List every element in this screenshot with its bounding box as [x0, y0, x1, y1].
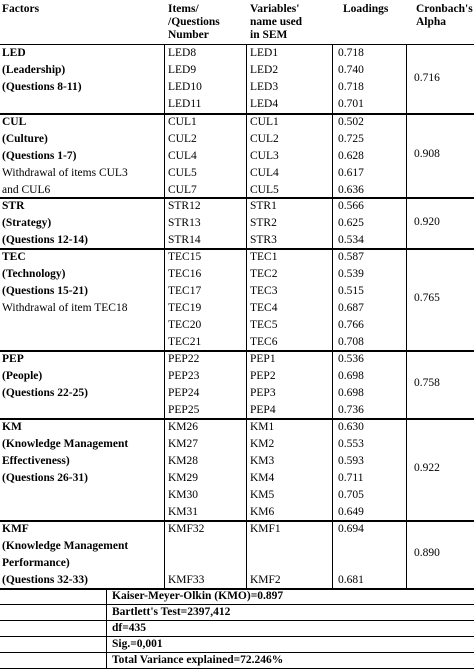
loading-value: 0.536 — [338, 353, 364, 365]
column-divider — [164, 44, 165, 588]
loading-value: 0.740 — [338, 64, 364, 76]
variable-name: LED4 — [250, 98, 279, 110]
loading-value: 0.628 — [338, 150, 364, 162]
loading-value: 0.725 — [338, 133, 364, 145]
variable-name: PEP4 — [250, 404, 276, 416]
item-number: KM29 — [168, 472, 199, 484]
variable-name: PEP2 — [250, 370, 276, 382]
loading-value: 0.630 — [338, 421, 364, 433]
alpha-value: 0.920 — [414, 216, 440, 228]
factor-label-text: (Knowledge Management — [2, 540, 129, 552]
variable-name: KM4 — [250, 472, 275, 484]
alpha-value: 0.716 — [414, 72, 440, 84]
factor-label-text: PEP — [2, 353, 24, 365]
factor-label — [2, 555, 70, 572]
column-divider — [246, 44, 247, 588]
variable-name: CUL1 — [250, 116, 279, 128]
item-number: KM31 — [168, 506, 199, 518]
loading-value: 0.694 — [338, 523, 364, 535]
item-number: KMF32 — [168, 523, 205, 535]
variable-name: CUL2 — [250, 133, 279, 145]
header-items: Items/ /Questions Number — [168, 3, 220, 41]
variable-name: TEC1 — [250, 251, 278, 263]
factor-note: and CUL6 — [2, 184, 51, 196]
factor-label-text: KMF — [2, 523, 29, 535]
item-number: CUL5 — [168, 167, 197, 179]
variable-name: TEC6 — [250, 336, 278, 348]
loading-value: 0.534 — [338, 234, 364, 246]
summary-statistic: Sig.=0,001 — [112, 638, 163, 650]
loading-value: 0.681 — [338, 574, 364, 586]
variable-name: TEC5 — [250, 319, 278, 331]
item-number: PEP23 — [168, 370, 200, 382]
factor-label-text: (Strategy) — [2, 217, 52, 229]
loading-value: 0.636 — [338, 184, 364, 196]
loading-value: 0.539 — [338, 268, 364, 280]
column-divider — [332, 44, 333, 588]
summary-rule — [0, 636, 474, 637]
factor-label — [2, 283, 88, 300]
alpha-value: 0.758 — [414, 377, 440, 389]
variable-name: TEC2 — [250, 268, 278, 280]
factor-label — [2, 385, 88, 402]
group-rule — [0, 248, 474, 250]
loading-value: 0.708 — [338, 336, 364, 348]
variable-name: TEC3 — [250, 285, 278, 297]
factor-note: Withdrawal of item TEC18 — [2, 302, 128, 314]
factor-label-text: TEC — [2, 251, 26, 263]
factor-label — [2, 198, 24, 215]
factor-label — [2, 453, 70, 470]
factor-label-text: (Knowledge Management — [2, 438, 129, 450]
item-number: TEC21 — [168, 336, 202, 348]
item-number: LED10 — [168, 81, 202, 93]
loading-value: 0.698 — [338, 387, 364, 399]
variable-name: LED2 — [250, 64, 279, 76]
variable-name: KM3 — [250, 455, 275, 467]
loading-value: 0.718 — [338, 47, 364, 59]
variable-name: CUL5 — [250, 184, 279, 196]
factor-label — [2, 572, 88, 589]
variable-name: PEP1 — [250, 353, 276, 365]
alpha-value: 0.765 — [414, 292, 440, 304]
item-number: STR13 — [168, 217, 201, 229]
variable-name: STR2 — [250, 217, 277, 229]
summary-statistic: df=435 — [112, 622, 147, 634]
loading-value: 0.687 — [338, 302, 364, 314]
loading-value: 0.718 — [338, 81, 364, 93]
item-number: LED8 — [168, 47, 197, 59]
summary-rule — [0, 652, 474, 653]
item-number: KM26 — [168, 421, 199, 433]
factor-label — [2, 215, 51, 232]
item-number: PEP25 — [168, 404, 200, 416]
group-rule — [0, 350, 474, 352]
variable-name: CUL4 — [250, 167, 279, 179]
factor-label — [2, 436, 128, 453]
factor-label — [2, 131, 48, 148]
loading-value: 0.625 — [338, 217, 364, 229]
item-number: STR14 — [168, 234, 201, 246]
factor-label — [2, 521, 29, 538]
item-number: CUL4 — [168, 150, 197, 162]
factor-label — [2, 148, 76, 165]
item-number: KM28 — [168, 455, 199, 467]
header-alpha: Cronbach's Alpha — [416, 3, 473, 28]
header-factors: Factors — [2, 3, 40, 15]
factor-label — [2, 79, 82, 96]
summary-statistic: Bartlett's Test=2397,412 — [112, 606, 231, 618]
factor-label-text: Effectiveness) — [2, 455, 70, 467]
variable-name: LED1 — [250, 47, 279, 59]
item-number: KMF33 — [168, 574, 205, 586]
loading-value: 0.705 — [338, 489, 364, 501]
summary-rule — [0, 620, 474, 621]
factor-label — [2, 232, 88, 249]
variable-name: TEC4 — [250, 302, 278, 314]
group-rule — [0, 418, 474, 420]
item-number: LED11 — [168, 98, 202, 110]
factor-label — [2, 470, 88, 487]
factor-label — [2, 538, 128, 555]
summary-divider — [106, 588, 107, 668]
item-number: TEC20 — [168, 319, 202, 331]
summary-statistic: Total Variance explained=72.246% — [112, 654, 284, 666]
item-number: TEC19 — [168, 302, 202, 314]
column-divider — [406, 44, 407, 588]
factor-label — [2, 419, 22, 436]
factor-label — [2, 62, 65, 79]
variable-name: KM6 — [250, 506, 275, 518]
item-number: PEP22 — [168, 353, 200, 365]
loading-value: 0.766 — [338, 319, 364, 331]
header-rule — [0, 44, 474, 45]
factor-label-text: STR — [2, 200, 25, 212]
summary-statistic: Kaiser-Meyer-Olkin (KMO)=0.897 — [112, 590, 284, 602]
factor-label-text: (Questions 26-31) — [2, 472, 88, 484]
item-number: TEC17 — [168, 285, 202, 297]
item-number: TEC15 — [168, 251, 202, 263]
factor-label-text: (Questions 22-25) — [2, 387, 88, 399]
factor-label-text: (Questions 15-21) — [2, 285, 88, 297]
item-number: PEP24 — [168, 387, 200, 399]
variable-name: PEP3 — [250, 387, 276, 399]
loading-value: 0.711 — [338, 472, 364, 484]
factor-label-text: (Questions 8-11) — [2, 81, 82, 93]
item-number: TEC16 — [168, 268, 202, 280]
factor-label-text: (Questions 1-7) — [2, 150, 77, 162]
loading-value: 0.502 — [338, 116, 364, 128]
factor-label-text: (Questions 12-14) — [2, 234, 88, 246]
item-number: CUL2 — [168, 133, 197, 145]
variable-name: KM2 — [250, 438, 275, 450]
variable-name: LED3 — [250, 81, 279, 93]
factor-label-text: (People) — [2, 370, 43, 382]
factor-note: Withdrawal of items CUL3 — [2, 167, 128, 179]
loading-value: 0.698 — [338, 370, 364, 382]
factor-label-text: KM — [2, 421, 22, 433]
factor-label-text: LED — [2, 47, 26, 59]
item-number: KM30 — [168, 489, 199, 501]
factor-label-text: (Culture) — [2, 133, 48, 145]
header-variables: Variables' name used in SEM — [250, 3, 303, 41]
variable-name: KMF1 — [250, 523, 281, 535]
group-rule — [0, 113, 474, 115]
group-rule — [0, 197, 474, 199]
loading-value: 0.515 — [338, 285, 364, 297]
loading-value: 0.553 — [338, 438, 364, 450]
factor-label-text: (Technology) — [2, 268, 66, 280]
factor-label — [2, 249, 26, 266]
factor-label — [2, 266, 65, 283]
alpha-value: 0.908 — [414, 148, 440, 160]
item-number: STR12 — [168, 200, 201, 212]
factor-label-text: (Questions 32-33) — [2, 574, 88, 586]
factor-label — [2, 351, 24, 368]
loading-value: 0.587 — [338, 251, 364, 263]
item-number: LED9 — [168, 64, 197, 76]
item-number: CUL1 — [168, 116, 197, 128]
factor-label-text: CUL — [2, 116, 27, 128]
loading-value: 0.649 — [338, 506, 364, 518]
alpha-value: 0.890 — [414, 547, 440, 559]
factor-label-text: (Leadership) — [2, 64, 66, 76]
summary-rule — [0, 604, 474, 605]
variable-name: STR3 — [250, 234, 277, 246]
variable-name: CUL3 — [250, 150, 279, 162]
variable-name: KMF2 — [250, 574, 281, 586]
variable-name: STR1 — [250, 200, 277, 212]
loading-value: 0.701 — [338, 98, 364, 110]
factor-label — [2, 368, 42, 385]
group-rule — [0, 520, 474, 522]
loading-value: 0.617 — [338, 167, 364, 179]
loading-value: 0.566 — [338, 200, 364, 212]
variable-name: KM1 — [250, 421, 275, 433]
loading-value: 0.736 — [338, 404, 364, 416]
header-loadings: Loadings — [343, 3, 389, 15]
alpha-value: 0.922 — [414, 462, 440, 474]
factor-label — [2, 45, 26, 62]
item-number: CUL7 — [168, 184, 197, 196]
variable-name: KM5 — [250, 489, 275, 501]
factor-label-text: Performance) — [2, 557, 70, 569]
factor-label — [2, 114, 26, 131]
loading-value: 0.593 — [338, 455, 364, 467]
item-number: KM27 — [168, 438, 199, 450]
